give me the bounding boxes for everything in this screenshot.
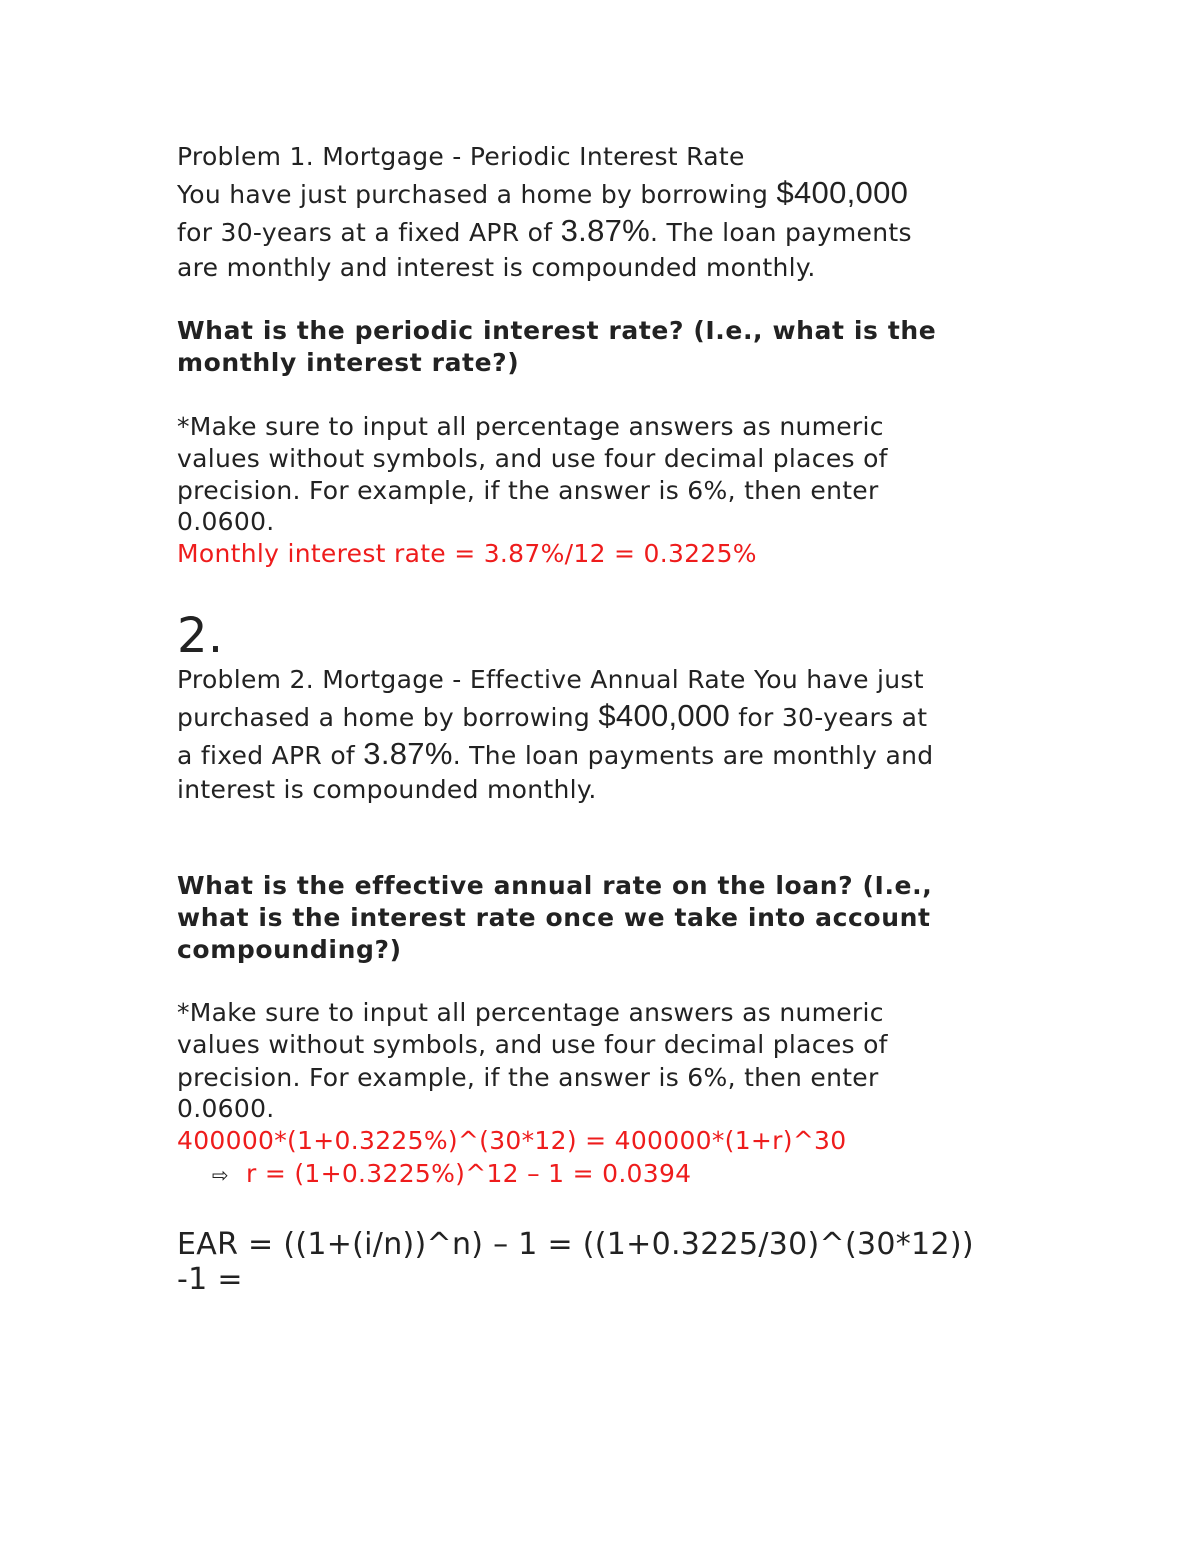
text: . The loan payments bbox=[650, 218, 912, 247]
apr-value: 3.87% bbox=[363, 736, 453, 771]
text: You have just purchased a home by borrowing bbox=[177, 180, 777, 209]
problem-1-text: are monthly and interest is compounded monthly. bbox=[177, 253, 816, 282]
text: purchased a home by borrowing bbox=[177, 703, 599, 732]
instruction-note: 0.0600. bbox=[177, 507, 275, 536]
problem-2-text bbox=[177, 700, 927, 734]
question-2: compounding?) bbox=[177, 935, 402, 964]
text: . The loan payments are monthly and bbox=[452, 741, 934, 770]
instruction-note: precision. For example, if the answer is 6%, then enter bbox=[177, 1063, 879, 1092]
answer-1: Monthly interest rate = 3.87%/12 = 0.3225% bbox=[177, 539, 757, 568]
loan-amount: $400,000 bbox=[598, 698, 731, 733]
ear-formula: EAR = ((1+(i/n))^n) – 1 = ((1+0.3225/30)^(30*12)) bbox=[177, 1227, 974, 1262]
problem-1-text bbox=[177, 177, 908, 211]
ear-formula: -1 = bbox=[177, 1262, 243, 1297]
problem-2-title: Problem 2. Mortgage - Effective Annual Rate You have just bbox=[177, 665, 924, 694]
text: for 30-years at a fixed APR of bbox=[177, 218, 561, 247]
right-arrow-icon: ⇨ bbox=[212, 1163, 230, 1187]
instruction-note: *Make sure to input all percentage answers as numeric bbox=[177, 998, 884, 1027]
problem-2-text bbox=[177, 738, 933, 772]
problem-1-title: Problem 1. Mortgage - Periodic Interest Rate bbox=[177, 142, 745, 171]
instruction-note: *Make sure to input all percentage answers as numeric bbox=[177, 412, 884, 441]
answer-2-work: 400000*(1+0.3225%)^(30*12) = 400000*(1+r)^30 bbox=[177, 1126, 847, 1155]
problem-2-text: interest is compounded monthly. bbox=[177, 775, 597, 804]
question-1: What is the periodic interest rate? (I.e., what is the bbox=[177, 316, 937, 345]
text: for 30-years at bbox=[730, 703, 928, 732]
loan-amount: $400,000 bbox=[776, 175, 909, 210]
apr-value: 3.87% bbox=[560, 213, 651, 248]
instruction-note: 0.0600. bbox=[177, 1094, 275, 1123]
text: a fixed APR of bbox=[177, 741, 364, 770]
problem-1-text bbox=[177, 215, 912, 249]
text: r = (1+0.3225%)^12 – 1 = 0.0394 bbox=[246, 1159, 692, 1188]
instruction-note: precision. For example, if the answer is 6%, then enter bbox=[177, 476, 879, 505]
question-2: What is the effective annual rate on the loan? (I.e., bbox=[177, 871, 933, 900]
section-number: 2. bbox=[177, 608, 224, 664]
question-2: what is the interest rate once we take into account bbox=[177, 903, 931, 932]
answer-2-result bbox=[212, 1158, 691, 1191]
instruction-note: values without symbols, and use four decimal places of bbox=[177, 1030, 888, 1059]
instruction-note: values without symbols, and use four decimal places of bbox=[177, 444, 888, 473]
question-1: monthly interest rate?) bbox=[177, 348, 520, 377]
